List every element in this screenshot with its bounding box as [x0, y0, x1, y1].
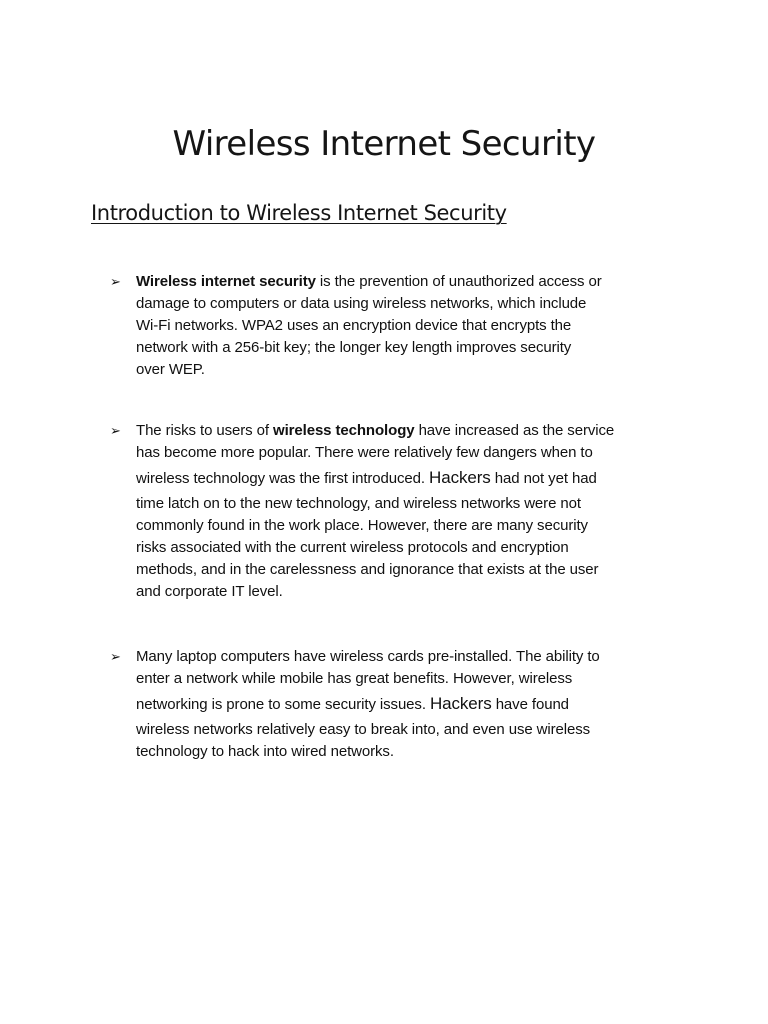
text-run: time latch on to the new technology, and wireless networks were not: [136, 495, 581, 512]
text-line: [136, 690, 676, 719]
emphasis-term: Hackers: [429, 468, 491, 487]
text-line: [136, 271, 676, 293]
text-run: and corporate IT level.: [136, 583, 283, 600]
bold-term: wireless technology: [273, 422, 415, 439]
text-run: Wi-Fi networks. WPA2 uses an encryption device that encrypts the: [136, 317, 572, 334]
bullet-text: [136, 420, 676, 603]
arrow-bullet-icon: ➢: [110, 649, 121, 664]
text-line: [136, 537, 676, 559]
arrow-bullet-icon: ➢: [110, 274, 121, 289]
bullet-text: [136, 271, 676, 381]
bullet-text: [136, 646, 676, 763]
text-run: network with a 256-bit key; the longer key length improves security: [136, 339, 572, 356]
text-line: [136, 646, 676, 668]
text-run: enter a network while mobile has great benefits. However, wireless: [136, 670, 573, 687]
text-run: is the prevention of unauthorized access or: [315, 273, 602, 290]
arrow-bullet-icon: ➢: [110, 423, 121, 438]
text-line: [136, 315, 676, 337]
text-line: [136, 464, 676, 493]
document-title: Wireless Internet Security: [172, 124, 596, 164]
text-line: [136, 442, 676, 464]
document-subtitle: Introduction to Wireless Internet Security: [91, 201, 507, 225]
text-run: have found: [491, 696, 569, 713]
text-run: The risks to users of: [136, 422, 274, 439]
text-run: damage to computers or data using wireless networks, which include: [136, 295, 587, 312]
text-line: [136, 493, 676, 515]
text-run: Many laptop computers have wireless cards pre-installed. The ability to: [136, 648, 600, 665]
text-run: methods, and in the carelessness and ignorance that exists at the user: [136, 561, 599, 578]
text-line: [136, 559, 676, 581]
text-run: wireless technology was the first introduced.: [136, 470, 430, 487]
text-run: had not yet had: [490, 470, 597, 487]
text-line: [136, 581, 676, 603]
text-run: risks associated with the current wireless protocols and encryption: [136, 539, 569, 556]
text-line: [136, 359, 676, 381]
text-line: [136, 515, 676, 537]
text-run: commonly found in the work place. However, there are many security: [136, 517, 588, 534]
text-run: wireless networks relatively easy to break into, and even use wireless: [136, 721, 591, 738]
text-run: networking is prone to some security issues.: [136, 696, 430, 713]
text-run: has become more popular. There were relatively few dangers when to: [136, 444, 593, 461]
text-line: [136, 337, 676, 359]
text-run: have increased as the service: [414, 422, 615, 439]
text-run: technology to hack into wired networks.: [136, 743, 394, 760]
text-line: [136, 741, 676, 763]
emphasis-term: Hackers: [429, 694, 492, 713]
text-line: [136, 420, 676, 442]
text-run: over WEP.: [136, 361, 205, 378]
text-line: [136, 668, 676, 690]
text-line: [136, 293, 676, 315]
text-line: [136, 719, 676, 741]
bold-term: Wireless internet security: [136, 273, 316, 290]
